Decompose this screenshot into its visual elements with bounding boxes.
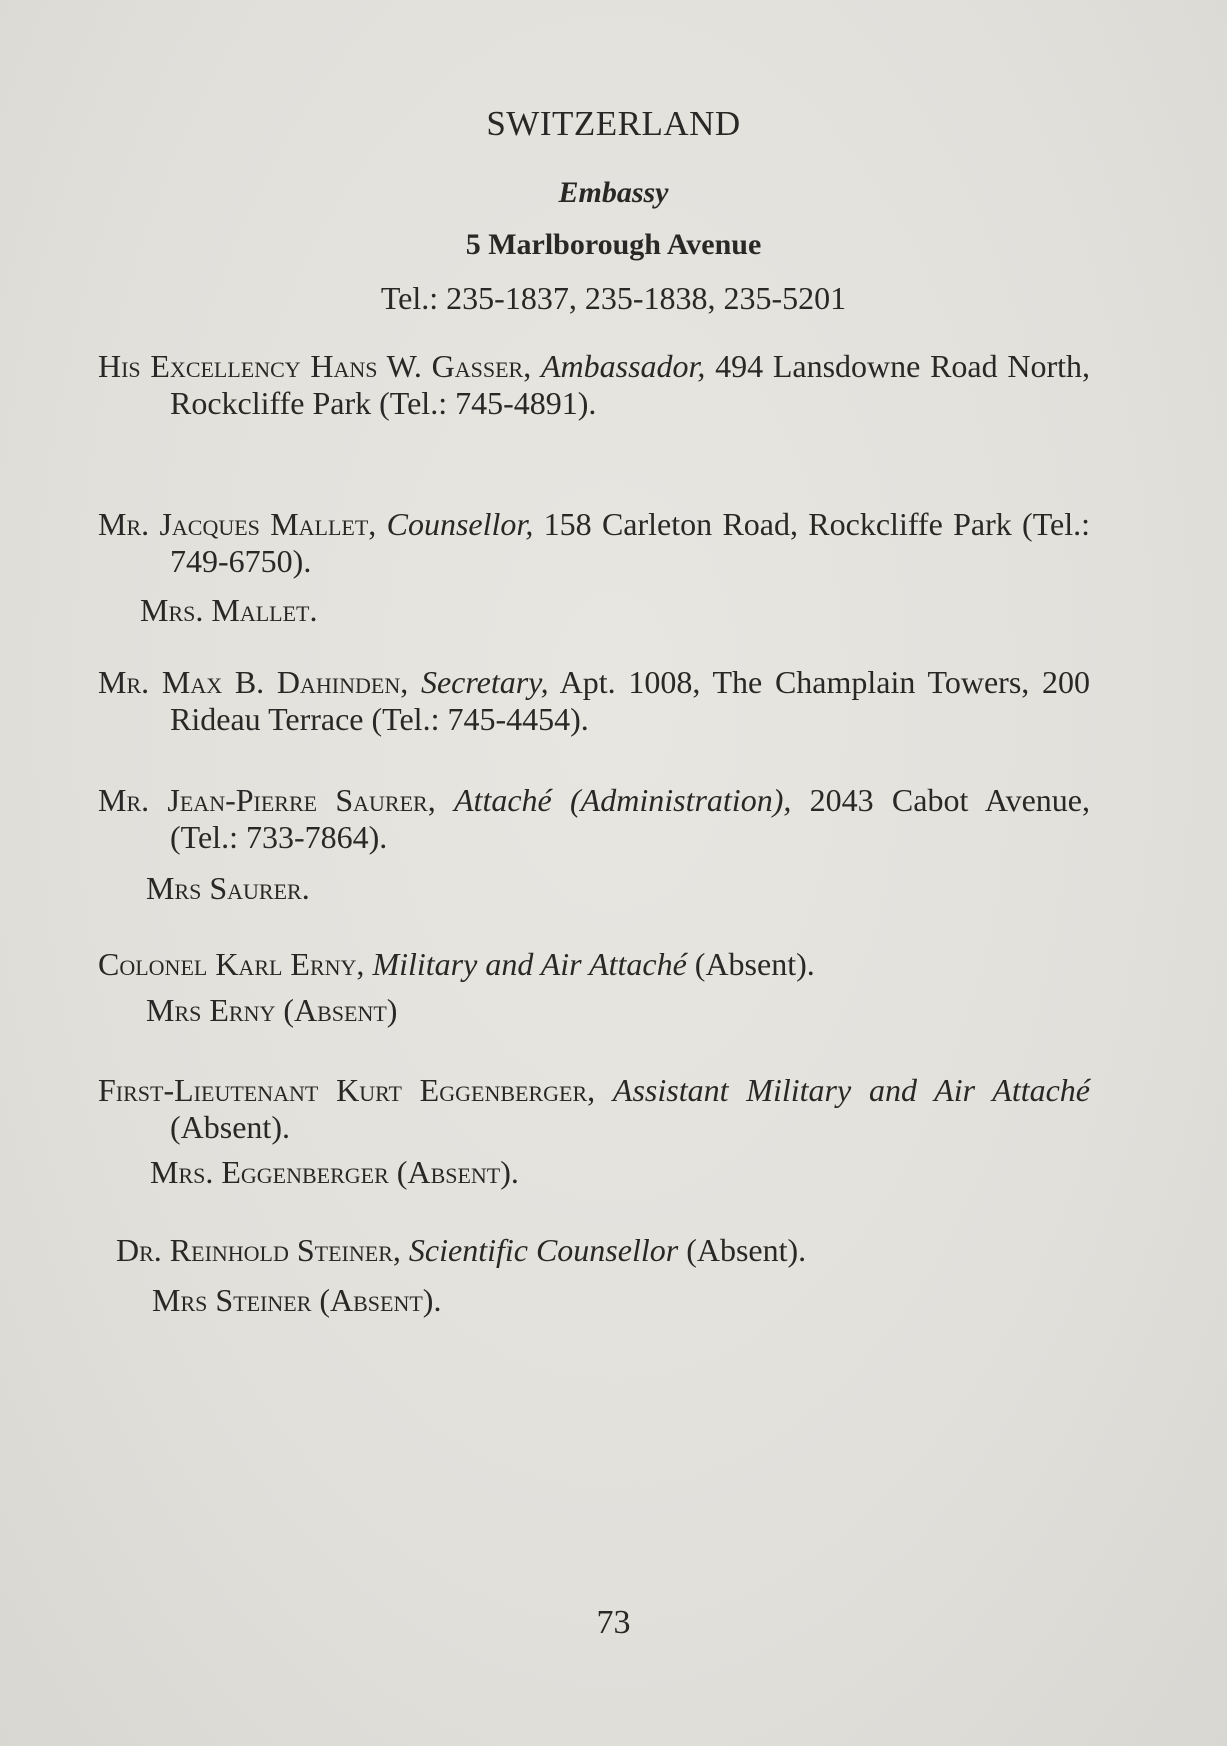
spouse-name: Mrs. Mallet. <box>140 592 318 628</box>
country-heading: SWITZERLAND <box>486 104 741 143</box>
staff-name: Mr. Max B. Dahinden, <box>98 664 409 700</box>
staff-title: Counsellor, <box>386 506 534 542</box>
staff-entry-counsellor <box>98 506 1090 580</box>
staff-title: Military and Air Attaché <box>372 946 687 982</box>
staff-details: (Absent). <box>694 946 815 982</box>
spouse-name: Mrs Steiner (Absent). <box>152 1282 442 1318</box>
office-type: Embassy <box>558 176 669 209</box>
staff-entry-assistant-attache <box>98 1072 1090 1146</box>
staff-details: (Absent). <box>686 1232 807 1268</box>
staff-name: Dr. Reinhold Steiner, <box>116 1232 401 1268</box>
staff-name: Mr. Jacques Mallet, <box>98 506 377 542</box>
spouse-name: Mrs. Eggenberger (Absent). <box>150 1154 519 1190</box>
office-phone: Tel.: 235-1837, 235-1838, 235-5201 <box>380 280 847 316</box>
staff-entry-scientific-counsellor <box>116 1232 1108 1269</box>
staff-name: Mr. Jean-Pierre Saurer, <box>98 782 436 818</box>
staff-title: Scientific Counsellor <box>408 1232 679 1268</box>
staff-name: Colonel Karl Erny, <box>98 946 365 982</box>
staff-entry-ambassador <box>98 348 1090 422</box>
staff-details: 2043 Cabot Avenue, (Tel.: 733-7864). <box>170 782 1090 855</box>
staff-title: Assistant Military and Air Attaché <box>612 1072 1091 1108</box>
staff-entry-attache <box>98 782 1090 856</box>
staff-title: Attaché (Administration), <box>454 782 792 818</box>
office-address: 5 Marlborough Avenue <box>465 228 762 261</box>
staff-details: 158 Carleton Road, Rockcliffe Park (Tel.: 749-6750). <box>170 506 1090 579</box>
staff-name: First-Lieutenant Kurt Eggenberger, <box>98 1072 596 1108</box>
staff-entry-secretary <box>98 664 1090 738</box>
spouse-name: Mrs Erny (Absent) <box>146 992 398 1028</box>
page-number: 73 <box>596 1604 631 1641</box>
staff-title: Secretary, <box>420 664 549 700</box>
staff-details: (Absent). <box>170 1109 290 1145</box>
staff-details: 494 Lansdowne Road North, Rockcliffe Park (Tel.: 745-4891). <box>170 348 1091 421</box>
staff-details: Apt. 1008, The Champlain Towers, 200 Rideau Terrace (Tel.: 745-4454). <box>170 664 1090 737</box>
staff-name: His Excellency Hans W. Gasser, <box>98 348 532 384</box>
staff-entry-military-attache <box>98 946 1090 983</box>
staff-title: Ambassador, <box>540 348 706 384</box>
spouse-name: Mrs Saurer. <box>146 870 310 906</box>
